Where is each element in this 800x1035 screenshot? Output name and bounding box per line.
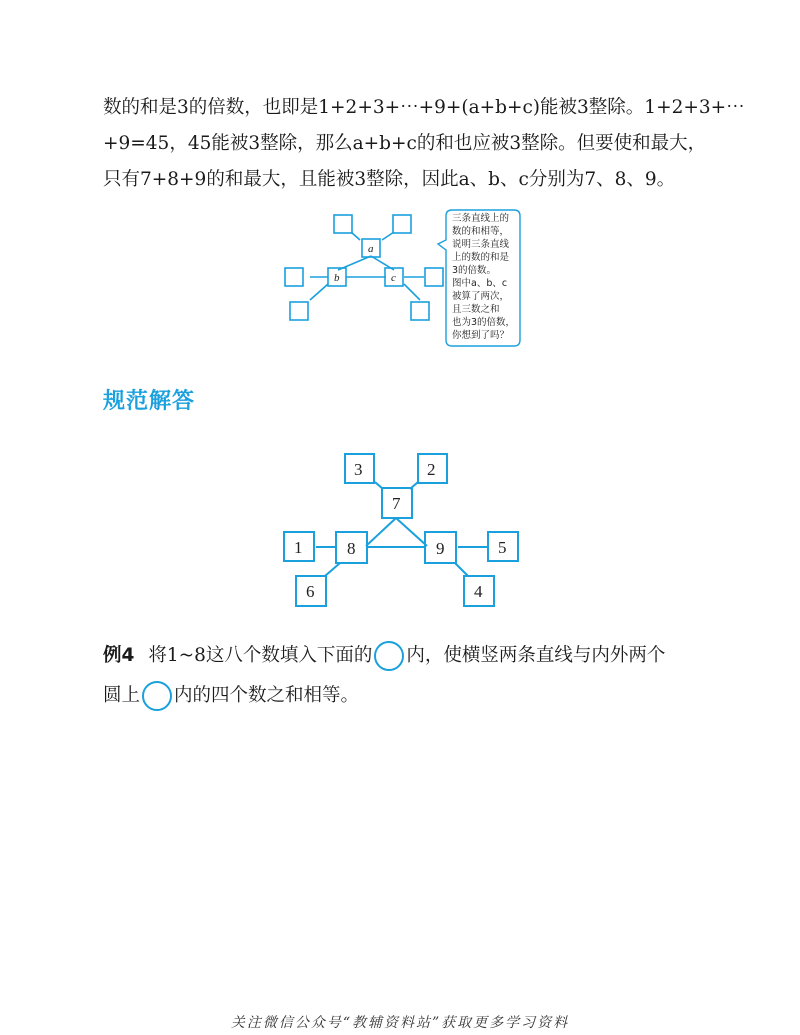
note-bubble — [438, 210, 520, 346]
label-b: b — [334, 272, 340, 284]
note-line-6: 图中a、b、c — [452, 278, 508, 289]
note-line-3: 说明三条直线 — [452, 239, 510, 250]
cell-right-inner: 9 — [436, 539, 445, 558]
footer-notice: 关注微信公众号“教辅资料站”获取更多学习资料 — [230, 1015, 570, 1031]
paragraph-line-1: 数的和是3的倍数，也即是1+2+3+⋯+9+(a+b+c)能被3整除。1+2+3+⋯ — [103, 97, 745, 118]
note-line-5: 3的倍数。 — [452, 265, 497, 276]
note-line-9: 也为3的倍数， — [452, 317, 516, 328]
label-c: c — [391, 272, 396, 284]
example-4 — [103, 636, 723, 716]
example-text-1: 将1~8这八个数填入下面的 — [148, 645, 373, 666]
cell-bottom-right: 4 — [474, 582, 483, 601]
cell-left-outer: 1 — [294, 538, 303, 557]
cell-left-inner: 8 — [347, 539, 356, 558]
note-line-8: 且三数之和 — [452, 304, 500, 315]
example-text-3: 圆上 — [103, 685, 141, 706]
note-line-1: 三条直线上的 — [452, 213, 510, 224]
example-label: 例4 — [103, 645, 135, 666]
cell-right-outer: 5 — [498, 538, 507, 557]
cell-top-left: 3 — [354, 460, 363, 479]
example-text-2: 内，使横竖两条直线与内外两个 — [406, 645, 666, 666]
label-a: a — [368, 243, 374, 255]
section-title: 规范解答 — [103, 389, 196, 414]
paragraph-line-2: +9=45，45能被3整除，那么a+b+c的和也应被3整除。但要使和最大， — [103, 133, 707, 154]
cell-bottom-left: 6 — [306, 582, 315, 601]
circle-icon-2 — [142, 681, 172, 711]
note-line-7: 被算了两次， — [452, 291, 510, 302]
cell-center-top: 7 — [392, 494, 401, 513]
paragraph-line-3: 只有7+8+9的和最大，且能被3整除，因此a、b、c分别为7、8、9。 — [103, 169, 676, 190]
circle-icon — [374, 641, 404, 671]
note-line-2: 数的和相等， — [452, 226, 510, 237]
note-line-4: 上的数的和是 — [452, 252, 510, 263]
figure-solution-diagram — [284, 454, 518, 606]
cell-top-right: 2 — [427, 460, 436, 479]
example-text-4: 内的四个数之和相等。 — [174, 685, 360, 706]
note-line-10: 你想到了吗？ — [452, 330, 510, 341]
